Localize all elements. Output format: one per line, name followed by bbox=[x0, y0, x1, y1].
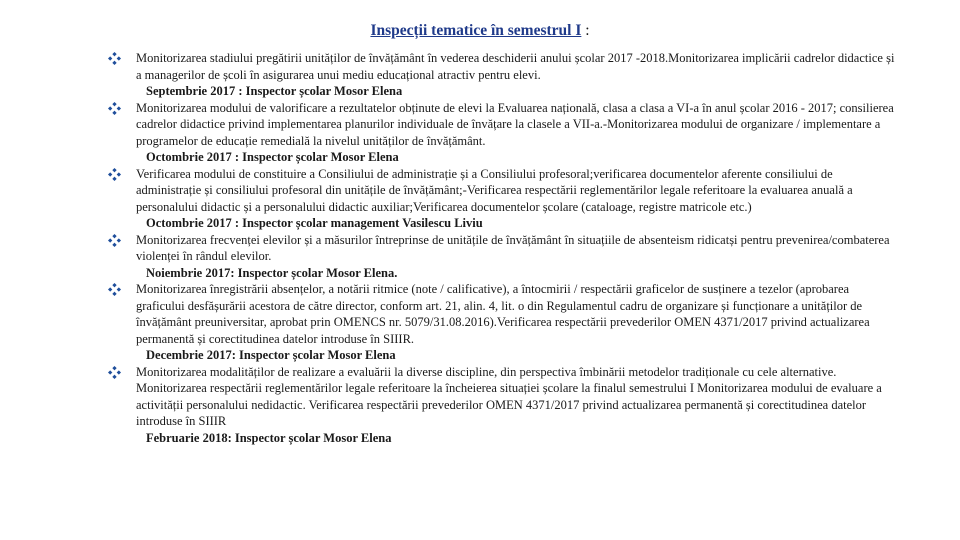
title-text: Inspecții tematice în semestrul I bbox=[370, 22, 582, 39]
item-text: Monitorizarea stadiului pregătirii unităților de învățământ în vederea deschiderii anului școlar 2017 -2018.Monitorizarea implicării cadrelor didactice și a managerilor de școli în asigurarea unui mediu educațional atractiv pentru elevi. bbox=[136, 51, 895, 82]
list-item bbox=[108, 166, 898, 232]
item-text: Monitorizarea frecvenței elevilor și a măsurilor întreprinse de unitățile de învățământ în situațiile de absenteism ridicatși pentru prevenirea/combaterea violenței în rândul elevilor. bbox=[136, 232, 890, 263]
list-item bbox=[108, 100, 898, 166]
list-item bbox=[108, 364, 898, 447]
title-colon: : bbox=[585, 22, 590, 39]
item-inspector: Octombrie 2017 : Inspector școlar management Vasilescu Liviu bbox=[146, 216, 483, 230]
diamond-bullet-icon bbox=[108, 52, 121, 65]
item-inspector: Septembrie 2017 : Inspector școlar Mosor Elena bbox=[146, 84, 403, 98]
page-title bbox=[0, 20, 960, 42]
item-inspector: Decembrie 2017: Inspector școlar Mosor Elena bbox=[146, 348, 396, 362]
item-inspector: Noiembrie 2017: Inspector școlar Mosor Elena. bbox=[146, 265, 398, 280]
item-text: Monitorizarea înregistrării absențelor, a notării ritmice (note / calificative), a întocmirii / respectării graficelor de susținere a tezelor (aprobarea graficului desfășurării acestora de către director, conform art. 21, alin. 4, lit. o din Regulamentul cadru de organizare și funcționare a unităților de învățământ preuniversitar, aprobat prin OMENCS nr. 5079/31.08.2016).Verificarea respectării prevederilor OMEN 4371/2017 privind actualizarea permanentă și corectitudinea datelor introduse în SIIIR. bbox=[136, 282, 870, 346]
diamond-bullet-icon bbox=[108, 234, 121, 247]
diamond-bullet-icon bbox=[108, 366, 121, 379]
list-item bbox=[108, 232, 898, 282]
diamond-bullet-icon bbox=[108, 168, 121, 181]
diamond-bullet-icon bbox=[108, 102, 121, 115]
diamond-bullet-icon bbox=[108, 283, 121, 296]
list-item bbox=[108, 50, 898, 100]
item-inspector: Februarie 2018: Inspector școlar Mosor Elena bbox=[146, 430, 392, 445]
item-inspector: Octombrie 2017 : Inspector școlar Mosor Elena bbox=[146, 150, 399, 164]
list-item bbox=[108, 281, 898, 364]
item-text: Monitorizarea modalităților de realizare a evaluării la diverse discipline, din perspectiva îmbinării metodelor tradiționale cu cele alternative. Monitorizarea respectării reglementărilor legale referitoare la încheierea situației școlare la finalul semestrului I Monitorizarea modului de evaluare a activității personalului nedidactic. Verificarea respectării prevederilor OMEN 4371/2017 privind actualizarea permanentă și corectitudinea datelor introduse în SIIIR bbox=[136, 364, 882, 428]
item-text: Monitorizarea modului de valorificare a rezultatelor obținute de elevi la Evaluarea națională, clasa a clasa a VI-a în anul școlar 2016 - 2017; consilierea cadrelor didactice privind implementarea planurilor individuale de învățare la clasele a VII-a.-Monitorizarea modului de organizare / implementare a programelor de educație remedială la nivelul unităților de învățământ. bbox=[136, 100, 894, 148]
item-text: Verificarea modului de constituire a Consiliului de administrație și a Consiliului profesoral;verificarea documentelor aferente consiliului de administrație și consiliului profesoral din unitățile de învățământ;-Verificarea respectării reglementărilor legale referitoare la evaluarea anuală a personalului didactic și a personalului didactic auxiliar;Verificarea documentelor școlare (cataloage, registre matricole etc.) bbox=[136, 166, 853, 214]
inspection-list bbox=[108, 50, 898, 446]
